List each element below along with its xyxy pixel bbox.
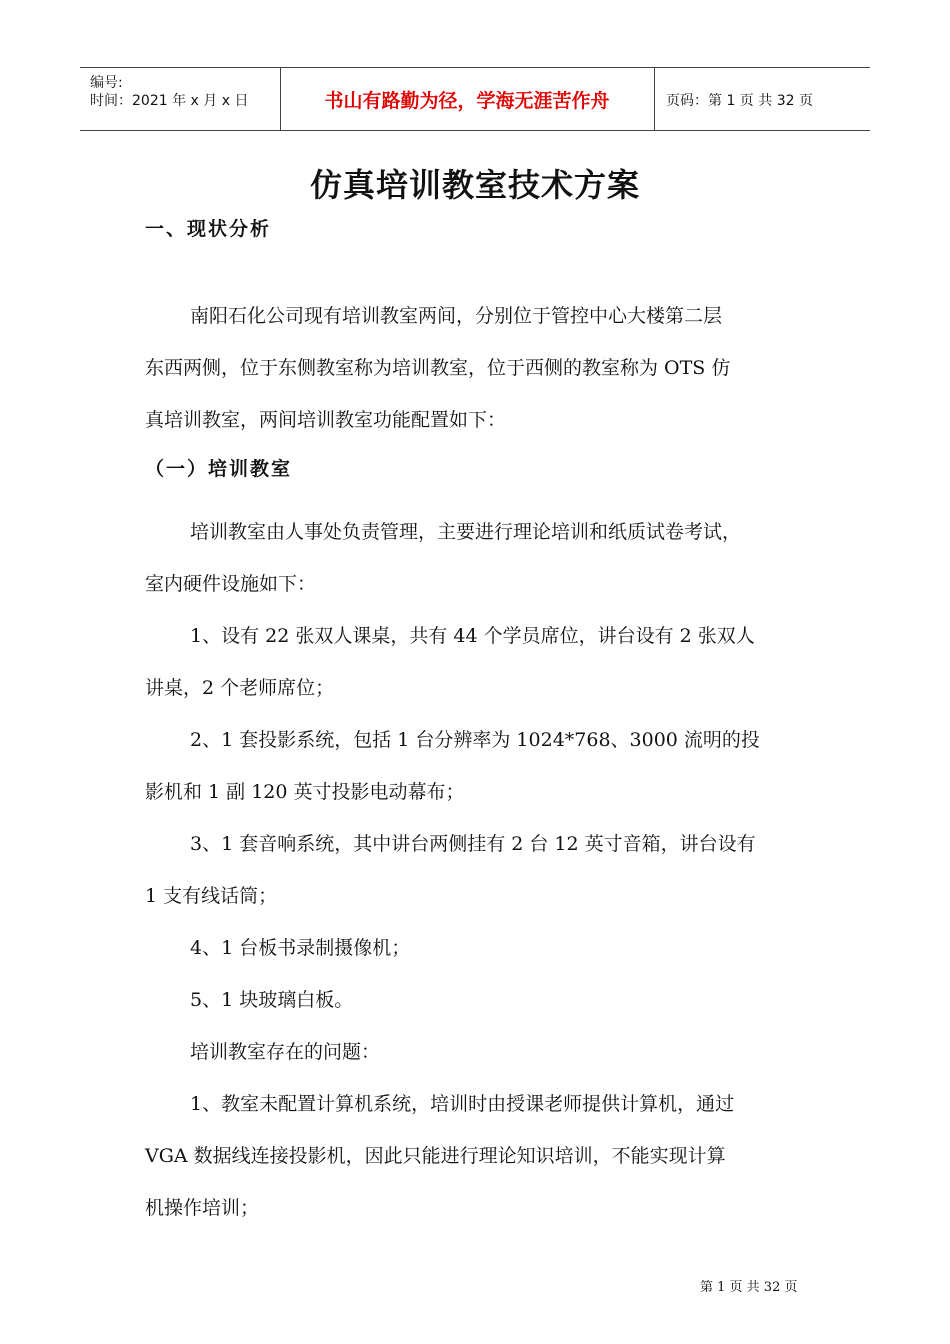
text-line: 室内硬件设施如下：	[145, 573, 317, 595]
text-line: 影机和 1 副 120 英寸投影电动幕布；	[145, 781, 465, 803]
text-line: 2、1 套投影系统，包括 1 台分辨率为 1024*768、3000 流明的投	[190, 729, 760, 751]
text-line: 5、1 块玻璃白板。	[190, 989, 354, 1011]
text-line: 东西两侧，位于东侧教室称为培训教室，位于西侧的教室称为 OTS 仿	[145, 357, 731, 379]
text-line: 3、1 套音响系统，其中讲台两侧挂有 2 台 12 英寸音箱，讲台设有	[190, 833, 756, 855]
text-line: VGA 数据线连接投影机，因此只能进行理论知识培训，不能实现计算	[145, 1145, 726, 1167]
document-date-label: 时间：2021 年 x 月 x 日	[90, 93, 249, 109]
text-line: 4、1 台板书录制摄像机；	[190, 937, 411, 959]
text-line: 1 支有线话筒；	[145, 885, 278, 907]
subsection-heading: （一）培训教室	[145, 458, 293, 480]
section-heading: 一、现状分析	[145, 218, 272, 240]
text-line: 讲桌，2 个老师席位；	[145, 677, 335, 699]
page-header	[80, 67, 870, 131]
body-paragraphs	[145, 506, 825, 1234]
text-line: 1、教室未配置计算机系统，培训时由授课老师提供计算机，通过	[190, 1093, 735, 1115]
text-line: 机操作培训；	[145, 1197, 260, 1219]
text-line: 培训教室由人事处负责管理，主要进行理论培训和纸质试卷考试，	[190, 521, 742, 543]
text-line: 南阳石化公司现有培训教室两间，分别位于管控中心大楼第二层	[190, 305, 723, 327]
document-number-label: 编号:	[90, 75, 123, 91]
document-title: 仿真培训教室技术方案	[309, 166, 640, 204]
header-motto: 书山有路勤为径，学海无涯苦作舟	[324, 90, 610, 112]
header-page-info: 页码：第 1 页 共 32 页	[666, 93, 813, 109]
page-footer: 第 1 页 共 32 页	[700, 1280, 798, 1295]
text-line: 1、设有 22 张双人课桌，共有 44 个学员席位，讲台设有 2 张双人	[190, 625, 755, 647]
text-line: 真培训教室，两间培训教室功能配置如下：	[145, 409, 507, 431]
text-line: 培训教室存在的问题：	[190, 1041, 381, 1063]
header-divider	[654, 68, 655, 130]
intro-paragraph	[145, 290, 825, 446]
